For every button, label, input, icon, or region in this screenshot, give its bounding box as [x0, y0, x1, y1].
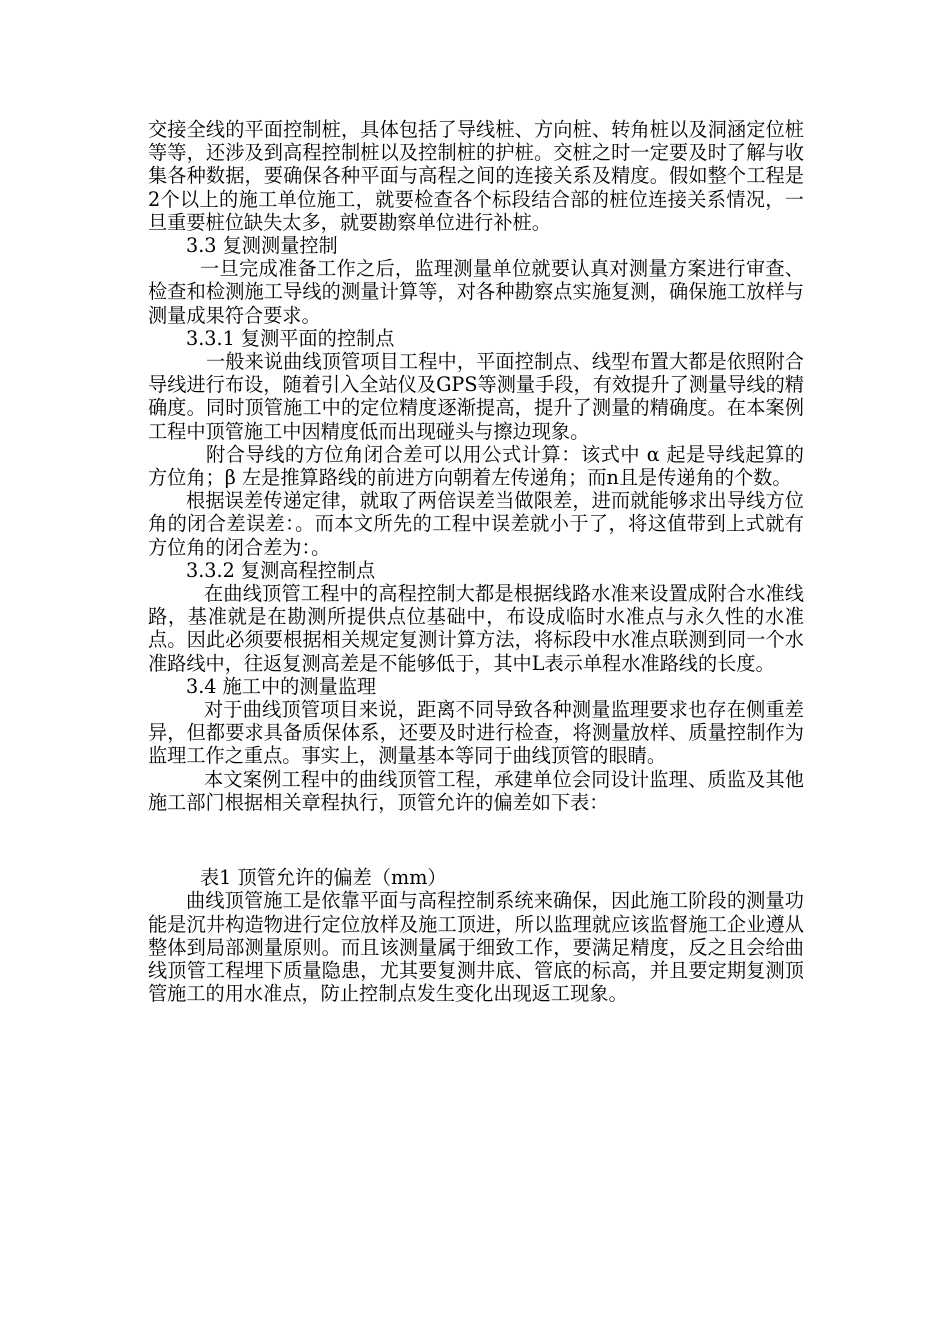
paragraph-construction-stage: 曲线顶管施工是依靠平面与高程控制系统来确保，因此施工阶段的测量功能是沉井构造物进行定位放样及施工顶进，所以监理就应该监督施工企业遵从整体到局部测量原则。而且该测量属于细致工作，要满足精度，反之且会给曲线顶管工程埋下质量隐患，尤其要复测井底、管底的标高，并且要定期复测顶管施工的用水准点，防止控制点发生变化出现返工现象。: [148, 889, 804, 1006]
table-placeholder-gap: [148, 814, 804, 866]
heading-3-3-2: 3.3.2 复测高程控制点: [186, 558, 376, 582]
paragraph-plane-control: 一般来说曲线顶管项目工程中，平面控制点、线型布置大都是依照附合导线进行布设，随着引入全站仪及GPS等测量手段，有效提升了测量导线的精确度。同时顶管施工中的定位精度逐渐提高，提升了测量的精确度。在本案例工程中顶管施工中因精度低而出现碰头与擦边现象。: [148, 350, 804, 443]
heading-3-4: 3.4 施工中的测量监理: [186, 674, 377, 698]
paragraph-elevation-control: 在曲线顶管工程中的高程控制大都是根据线路水准来设置成附合水准线路，基准就是在勘测所提供点位基础中，布设成临时水准点与永久性的水准点。因此必须要根据相关规定复测计算方法，将标段中水准点联测到同一个水准路线中，往返复测高差是不能够低于，其中L表示单程水准路线的长度。: [148, 582, 804, 675]
paragraph-error-propagation: 根据误差传递定律，就取了两倍误差当做限差，进而就能够求出导线方位角的闭合差误差：。而本文所先的工程中误差就小于了，将这值带到上式就有方位角的闭合差为：。: [148, 489, 804, 559]
document-page: [148, 118, 804, 1005]
paragraph-azimuth-closure: 附合导线的方位角闭合差可以用公式计算：该式中 α 起是导线起算的方位角；β 左是推算路线的前进方向朝着左传递角；而n且是传递角的个数。: [148, 442, 804, 490]
heading-3-3-1: 3.3.1 复测平面的控制点: [186, 326, 395, 350]
table-caption: 表1 顶管允许的偏差（mm）: [200, 866, 447, 890]
paragraph-construction-supervision: 对于曲线顶管项目来说，距离不同导致各种测量监理要求也存在侧重差异，但都要求具备质保体系，还要及时进行检查，将测量放样、质量控制作为监理工作之重点。事实上，测量基本等同于曲线顶管的眼睛。: [148, 698, 804, 768]
heading-3-3: 3.3 复测测量控制: [186, 234, 338, 258]
paragraph-allowed-deviation-intro: 本文案例工程中的曲线顶管工程，承建单位会同设计监理、质监及其他施工部门根据相关章程执行，顶管允许的偏差如下表：: [148, 767, 804, 814]
paragraph-handover-piles: 交接全线的平面控制桩，具体包括了导线桩、方向桩、转角桩以及洞涵定位桩等等，还涉及到高程控制桩以及控制桩的护桩。交桩之时一定要及时了解与收集各种数据，要确保各种平面与高程之间的连接关系及精度。假如整个工程是2个以上的施工单位施工，就要检查各个标段结合部的桩位连接关系情况，一旦重要桩位缺失太多，就要勘察单位进行补桩。: [148, 118, 804, 234]
paragraph-review-measurement: 一旦完成准备工作之后，监理测量单位就要认真对测量方案进行审查、检查和检测施工导线的测量计算等，对各种勘察点实施复测，确保施工放样与测量成果符合要求。: [148, 257, 804, 327]
